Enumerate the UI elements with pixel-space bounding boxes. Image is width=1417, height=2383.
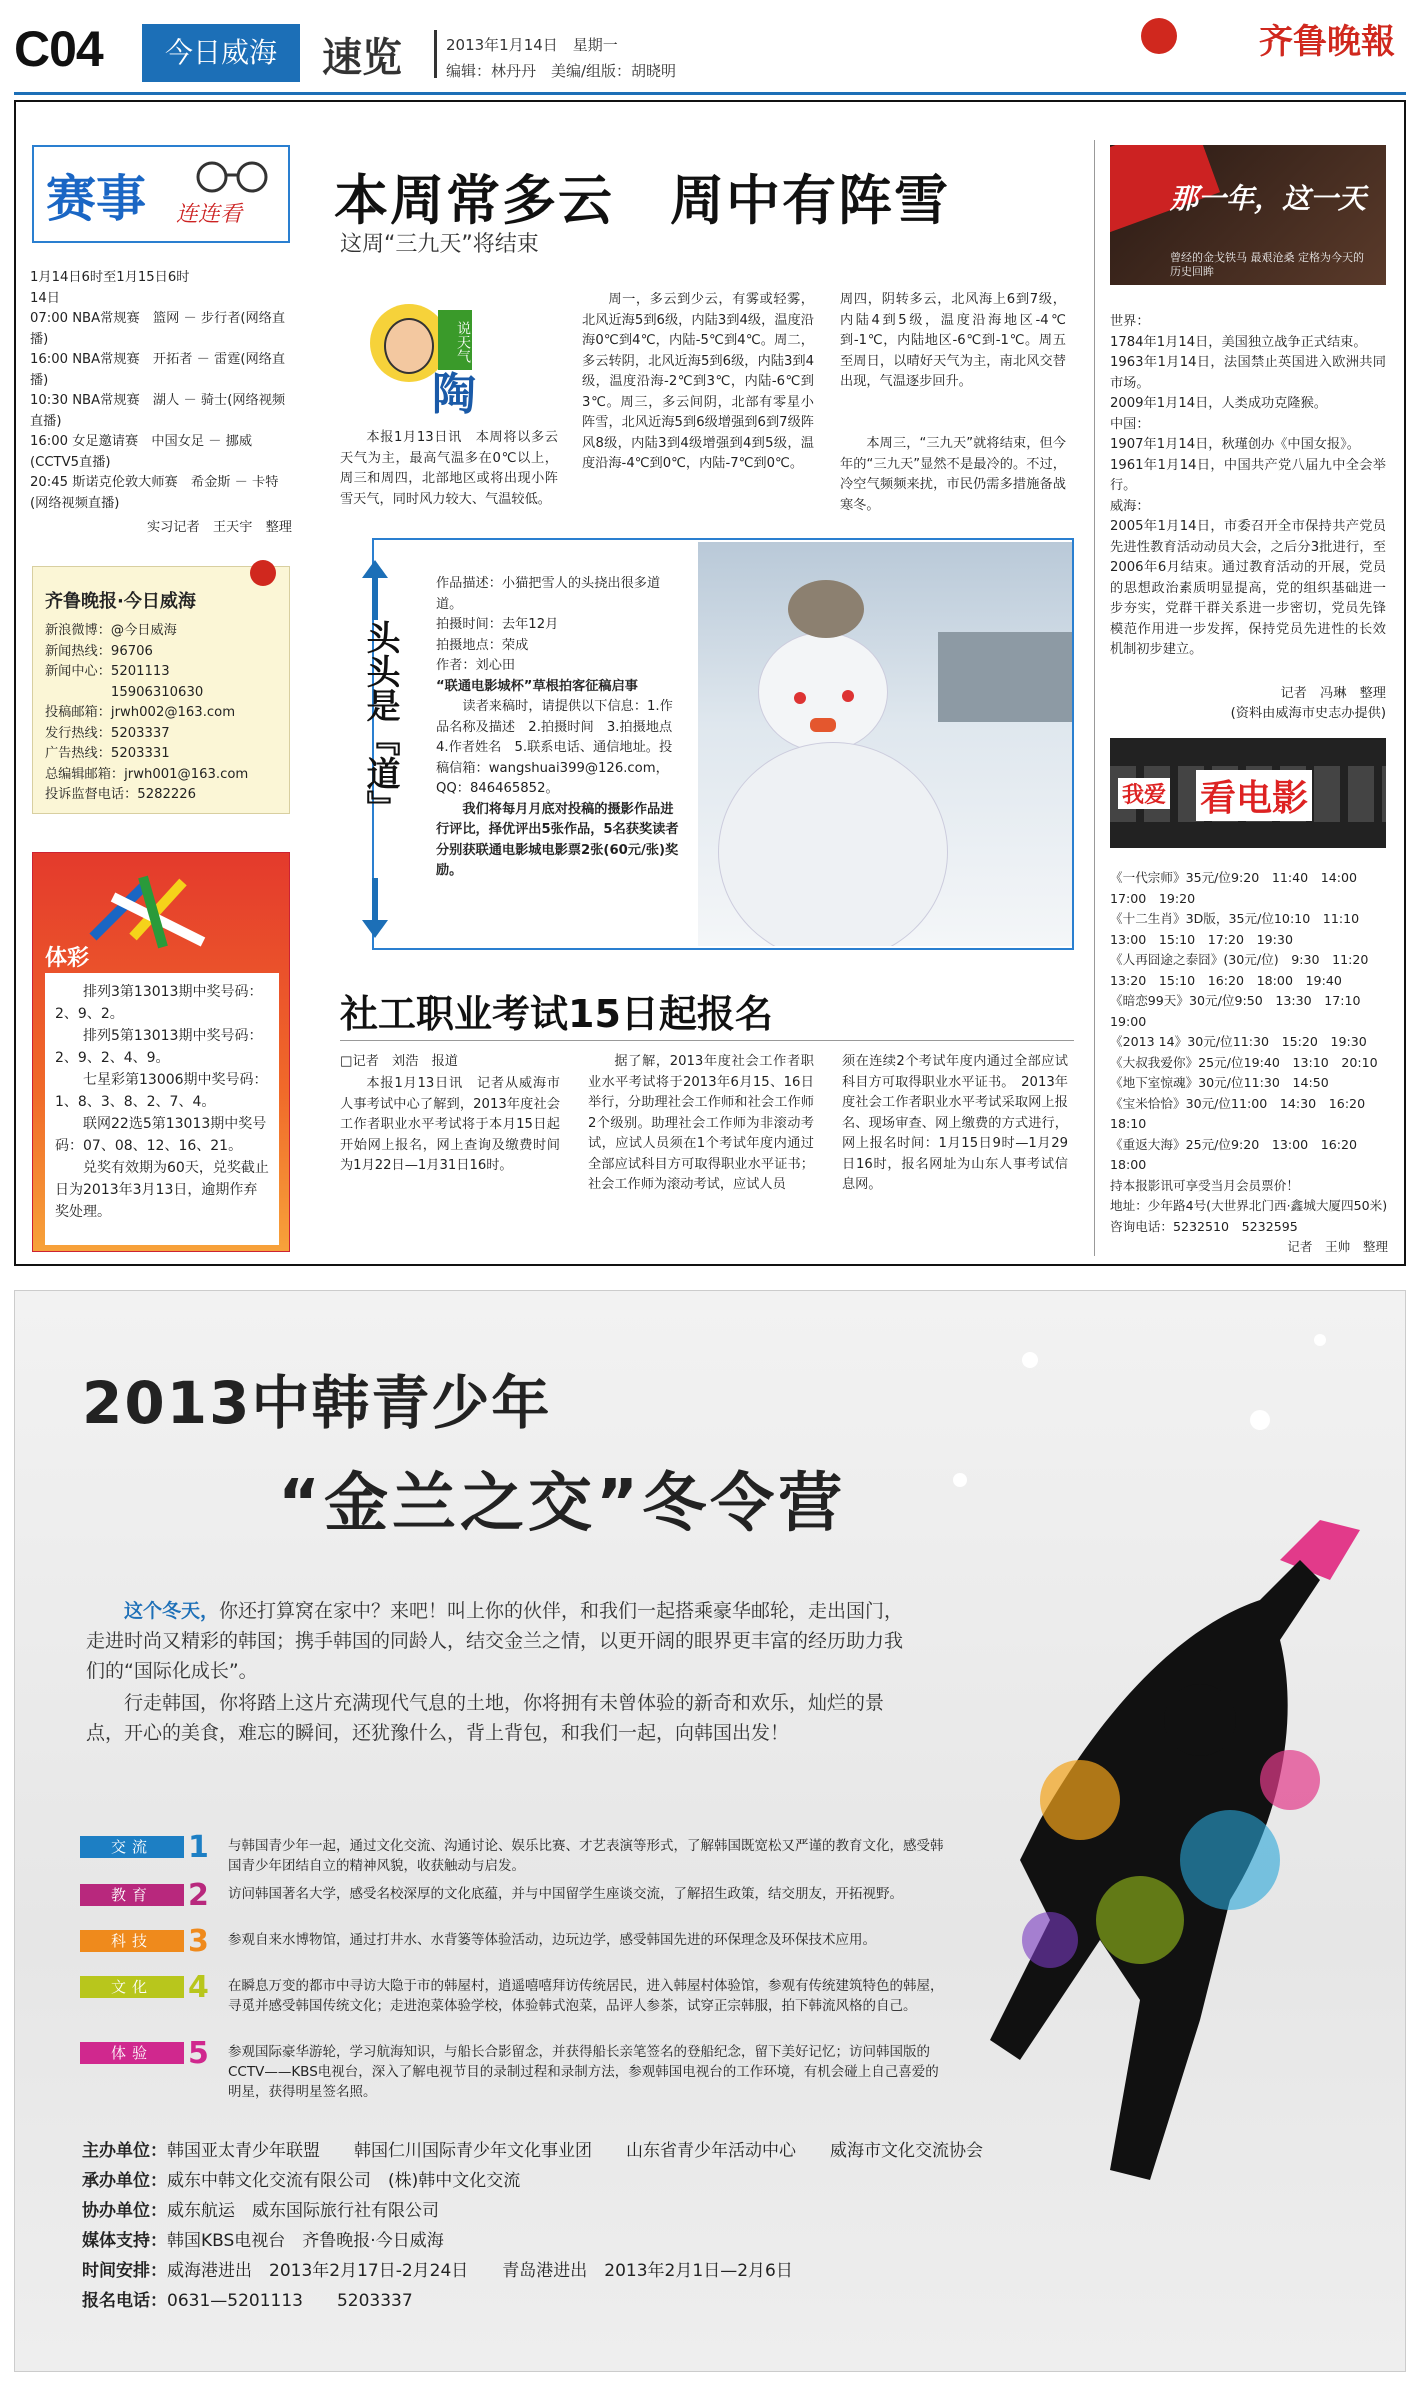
history-banner-title: 那一年，这一天	[1170, 182, 1367, 215]
contact-line: 15906310630	[45, 684, 204, 700]
snowman-photo	[698, 542, 1072, 946]
page-code: C04	[14, 21, 103, 77]
movie-item: 《宝米恰恰》30元/位11:00 14:30 16:20 18:10	[1110, 1095, 1378, 1131]
sponsor-label: 承办单位：	[82, 2171, 167, 2191]
camp-item-num: 2	[188, 1878, 209, 1913]
movie-item: 《十二生肖》3D版，35元/位10:10 11:10 13:00 15:10 17:20 19:30	[1110, 911, 1372, 947]
camp-item-text: 在瞬息万变的都市中寻访大隐于市的韩屋村，逍遥嘻嘻拜访传统居民，进入韩屋村体验馆，参观有传统建筑特色的韩屋，寻觅并感受韩国传统文化；走进泡菜体验学校，体验韩式泡菜，品评人参茶，试穿正宗韩服，拍下韩流风格的自己。	[228, 1978, 944, 2014]
lottery-logo-icon	[73, 867, 233, 957]
header-divider	[434, 30, 437, 78]
snowman-nose	[810, 718, 836, 732]
sponsor-value: 威海港进出 2013年2月17日-2月24日 青岛港进出 2013年2月1日—2月6日	[167, 2261, 793, 2281]
sports-credit: 实习记者 王天宇 整理	[146, 520, 292, 535]
sports-badge-title: 赛事	[46, 170, 146, 228]
movie-footer: 持本报影讯可享受当月会员票价！	[1110, 1177, 1299, 1193]
sponsor-label: 时间安排：	[82, 2261, 167, 2281]
arrow-up-icon	[360, 560, 390, 620]
movie-banner-b: 看电影	[1196, 770, 1312, 821]
arrow-down-icon	[360, 878, 390, 938]
camp-title-line2: “金兰之交”冬令营	[278, 1467, 847, 1541]
page-title: 速览	[322, 35, 402, 81]
sponsor-value: 威东航运 威东国际旅行社有限公司	[167, 2201, 439, 2221]
header-date: 2013年1月14日 星期一	[446, 36, 618, 54]
sports-line: 20:45 斯诺克伦敦大师赛 希金斯 － 卡特(网络视频直播)	[30, 475, 279, 511]
sports-line: 16:00 女足邀请赛 中国女足 － 挪威(CCTV5直播)	[30, 434, 253, 470]
sponsor-row	[82, 2286, 413, 2311]
movie-item: 《重返大海》25元/位9:20 13:00 16:20 18:00	[1110, 1136, 1370, 1172]
camp-intro-lead: 这个冬天，	[124, 1600, 220, 1622]
movie-footer: 地址：少年路4号(大世界北门西·鑫城大厦四50米)	[1110, 1198, 1388, 1213]
camp-item-text: 访问韩国著名大学，感受名校深厚的文化底蕴，并与中国留学生座谈交流，了解招生政策，结交朋友，开拓视野。	[228, 1886, 903, 1902]
camp-intro-1	[86, 1596, 916, 1686]
movie-item: 《人再囧途之泰囧》(30元/位) 9:30 11:20 13:20 15:10 16:20 18:00 19:40	[1110, 952, 1381, 988]
newspaper-logo: 齐鲁晚報	[1259, 22, 1395, 62]
photo-notice: 读者来稿时，请提供以下信息：1.作品名称及描述 2.拍摄时间 3.拍摄地点 4.作者姓名 5.联系电话、通信地址。投稿信箱：wangshuai399@126.com，QQ：846465852。	[436, 699, 686, 796]
history-credit: 记者 冯琳 整理	[1280, 686, 1386, 701]
movie-item: 《一代宗师》35元/位9:20 11:40 14:00 17:00 19:20	[1110, 870, 1370, 906]
weather-col4: 本周三，“三九天”就将结束，但今年的“三九天”显然不是最冷的。不过，冷空气频频来扰，市民仍需多措施备战寒冬。	[840, 436, 1066, 513]
contact-title: 齐鲁晚报·今日威海	[45, 591, 196, 612]
photo-desc-line: 拍摄地点：荣成	[436, 637, 529, 653]
camp-intro-2: 行走韩国，你将踏上这片充满现代气息的土地，你将拥有未曾体验的新奇和欢乐，灿烂的景点，开心的美食，难忘的瞬间，还犹豫什么，背上背包，和我们一起，向韩国出发！	[86, 1692, 885, 1744]
photo-building	[938, 632, 1072, 722]
contact-line: 新浪微博：@今日威海	[45, 623, 177, 638]
contact-line: 广告热线：5203331	[45, 746, 170, 761]
camp-item-num: 3	[188, 1924, 209, 1959]
camp-item-tag: 交流	[80, 1836, 184, 1858]
weather-col1: 本报1月13日讯 本周将以多云天气为主，最高气温多在0℃以上，周三和周四，北部地区或将出现小阵雪天气，同时风力较大、气温较低。	[340, 430, 558, 507]
weather-subhead: 这周“三九天”将结束	[340, 232, 539, 257]
photo-vertical-title: 头头是『道』	[360, 620, 400, 824]
movie-item: 《地下室惊魂》30元/位11:30 14:50	[1110, 1075, 1329, 1090]
lottery-line: 排列5第13013期中奖号码：2、9、2、4、9。	[55, 1028, 263, 1066]
movie-item: 《大叔我爱你》25元/位19:40 13:10 20:10	[1110, 1054, 1378, 1070]
sports-line: 16:00 NBA常规赛 开拓者 － 雷霆(网络直播)	[30, 352, 286, 388]
movie-credit: 记者 王帅 整理	[1287, 1239, 1388, 1254]
weather-badge	[362, 300, 502, 418]
contact-line: 投稿邮箱：jrwh002@163.com	[45, 705, 236, 720]
sports-line: 1月14日6时至1月15日6时	[30, 270, 190, 285]
sponsor-row	[82, 2196, 439, 2221]
lottery-title: 体彩	[45, 946, 90, 971]
social-col2: 据了解，2013年度社会工作者职业水平考试将于2013年6月15、16日举行，分助理社会工作师和社会工作师2个级别。助理社会工作师为非滚动考试，应试人员须在1个考试年度内通过全部应试科目方可取得职业水平证书；社会工作师为滚动考试，应试人员	[588, 1054, 814, 1192]
photo-desc-line: 作品描述：小猫把雪人的头挠出很多道道。	[436, 576, 661, 612]
sponsor-value: 韩国KBS电视台 齐鲁晚报·今日威海	[167, 2231, 444, 2251]
movie-item: 《2013 14》30元/位11:30 15:20 19:30	[1110, 1034, 1367, 1049]
weather-badge-label: 说天气	[438, 310, 472, 370]
camp-item-num: 1	[188, 1830, 209, 1865]
sponsor-label: 协办单位：	[82, 2201, 167, 2221]
section-badge: 今日威海	[142, 24, 300, 82]
photo-description	[436, 574, 686, 882]
pushpin-icon	[250, 560, 276, 586]
camp-item-tag: 科技	[80, 1930, 184, 1952]
contact-line: 新闻中心：5201113	[45, 664, 170, 679]
sports-line: 10:30 NBA常规赛 湖人 － 骑士(网络视频直播)	[30, 393, 286, 429]
sponsor-row	[82, 2136, 983, 2161]
movie-list	[1110, 868, 1388, 1258]
camp-item-tag: 教育	[80, 1884, 184, 1906]
lottery-line: 兑奖有效期为60天，兑奖截止日为2013年3月13日，逾期作弃奖处理。	[55, 1160, 269, 1220]
social-headline: 社工职业考试15日起报名	[340, 992, 773, 1036]
camp-item-num: 5	[188, 2036, 209, 2071]
contact-line: 发行热线：5203337	[45, 725, 170, 741]
camp-item-num: 4	[188, 1970, 209, 2005]
history-banner	[1110, 145, 1386, 285]
camp-item-tag: 文化	[80, 1976, 184, 1998]
movie-banner-a: 我爱	[1118, 778, 1170, 809]
weather-badge-char: 陶	[432, 369, 476, 420]
header-editors: 编辑：林丹丹 美编/组版：胡晓明	[446, 62, 677, 80]
weather-col2: 周一，多云到少云，有雾或轻雾，北风近海5到6级，内陆3到4级，温度沿海0℃到4℃，内陆-5℃到4℃。周二，多云转阴，北风近海5到6级，内陆3到4级，温度沿海-2℃到3℃，内陆-6℃到3℃。周三，多云间阴，北部有零星小阵雪，北风近海5到6级增强到6到7级阵风8级，内陆3到4级增强到4到5级，温度沿海-4℃到0℃，内陆-7℃到0℃。	[582, 292, 814, 471]
weather-headline: 本周常多云 周中有阵雪	[334, 169, 950, 232]
contact-line: 新闻热线：96706	[45, 643, 153, 659]
camp-intro-1-text: 你还打算窝在家中？来吧！叫上你的伙伴，和我们一起搭乘豪华邮轮，走出国门，走进时尚又精彩的韩国；携手韩国的同龄人，结交金兰之情，以更开阔的眼界更丰富的经历助力我们的“国际化成长”。	[86, 1600, 904, 1682]
weather-col3: 周四，阴转多云，北风海上6到7级，内陆4到5级，温度沿海地区-4℃到-1℃，内陆地区-6℃到-1℃。周五至周日，以晴好天气为主，南北风交替出现，气温逐步回升。	[840, 292, 1066, 389]
social-byline: □记者 刘浩 报道	[340, 1054, 458, 1069]
social-col1: 本报1月13日讯 记者从威海市人事考试中心了解到，2013年度社会工作者职业水平考试将于本月15日起开始网上报名，网上查询及缴费时间为1月22日—1月31日16时。	[340, 1076, 560, 1173]
photo-reward: 我们将每月月底对投稿的摄影作品进行评比，择优评出5张作品，5名获奖读者分别获联通电影城电影票2张(60元/张)奖励。	[436, 801, 679, 878]
lottery-line: 排列3第13013期中奖号码：2、9、2。	[55, 984, 263, 1022]
sports-badge-box	[32, 145, 290, 243]
social-rule	[340, 1040, 1074, 1041]
camp-item-tag: 体验	[80, 2042, 184, 2064]
sponsor-value: 韩国亚太青少年联盟 韩国仁川国际青少年文化事业团 山东省青少年活动中心 威海市文化交流协会	[167, 2141, 983, 2161]
glasses-icon	[194, 159, 274, 193]
history-banner-sub: 曾经的金戈铁马 最艰沧桑 定格为今天的历史回眸	[1170, 251, 1364, 278]
photo-contest-title: “联通电影城杯”草根拍客征稿启事	[436, 678, 638, 694]
camp-item-text: 参观自来水博物馆，通过打井水、水背篓等体验活动，边玩边学，感受韩国先进的环保理念及环保技术应用。	[228, 1932, 876, 1948]
sports-line: 14日	[30, 290, 60, 306]
sponsor-value: 威东中韩文化交流有限公司 (株)韩中文化交流	[167, 2171, 521, 2191]
header-rule	[14, 92, 1406, 95]
lottery-box	[32, 852, 290, 1252]
sponsor-value: 0631—5201113 5203337	[167, 2291, 413, 2311]
camp-item-text: 与韩国青少年一起，通过文化交流、沟通讨论、娱乐比赛、才艺表演等形式，了解韩国既宽松又严谨的教育文化，感受韩国青少年团结自立的精神风貌，收获触动与启发。	[228, 1838, 944, 1874]
sponsor-label: 媒体支持：	[82, 2231, 167, 2251]
lottery-results	[45, 973, 279, 1245]
contact-line: 总编辑邮箱：jrwh001@163.com	[45, 766, 249, 782]
movie-item: 《暗恋99天》30元/位9:50 13:30 17:10 19:00	[1110, 993, 1374, 1029]
camp-title-line1: 2013中韩青少年	[82, 1369, 552, 1437]
camp-item-text: 参观国际豪华游轮，学习航海知识，与船长合影留念，并获得船长亲笔签名的登船纪念，留下美好记忆；访问韩国版的CCTV——KBS电视台，深入了解电视节目的录制过程和录制方法，参观韩国电视台的工作环境，有机会碰上自己喜爱的明星，获得明星签名照。	[228, 2044, 939, 2100]
sponsor-label: 报名电话：	[82, 2291, 167, 2311]
contact-card	[32, 566, 290, 814]
history-source: (资料由威海市史志办提供)	[1230, 706, 1386, 721]
sponsor-row	[82, 2166, 520, 2191]
right-column-divider	[1094, 140, 1095, 1256]
sponsor-label: 主办单位：	[82, 2141, 167, 2161]
movie-banner	[1110, 738, 1386, 848]
social-col3: 须在连续2个考试年度内通过全部应试科目方可取得职业水平证书。 2013年度社会工作者职业水平考试采取网上报名、现场审查、网上缴费的方式进行，网上报名时间：1月15日9时—1月29日16时，报名网址为山东人事考试信息网。	[842, 1054, 1068, 1192]
snowman-head	[758, 632, 888, 752]
sponsor-row	[82, 2256, 793, 2281]
snowman-eye	[842, 690, 854, 702]
photo-desc-line: 拍摄时间：去年12月	[436, 617, 559, 632]
movie-footer: 咨询电话：5232510 5232595	[1110, 1218, 1298, 1234]
lottery-line: 联网22选5第13013期中奖号码：07、08、12、16、21。	[55, 1116, 267, 1154]
sponsor-row	[82, 2226, 444, 2251]
logo-mark-icon	[1141, 18, 1177, 54]
sports-schedule	[30, 268, 292, 539]
lottery-line: 七星彩第13006期中奖号码：1、8、3、8、2、7、4。	[55, 1072, 268, 1110]
photo-desc-line: 作者：刘心田	[436, 658, 516, 673]
contact-line: 投诉监督电话：5282226	[45, 787, 197, 802]
presenter-avatar	[384, 318, 434, 374]
snowman-body	[718, 742, 948, 946]
cat-shape	[788, 580, 864, 638]
sports-line: 07:00 NBA常规赛 篮网 － 步行者(网络直播)	[30, 311, 286, 347]
sports-badge-sub: 连连看	[176, 202, 243, 227]
history-text: 世界： 1784年1月14日，美国独立战争正式结束。 1963年1月14日，法国禁止英国进入欧洲共同市场。 2009年1月14日，人类成功克隆猴。 中国： 1907年1月14日，秋瑾创办《中国女报》。 1961年1月14日，中国共产党八届九中全会举行。 威海： 2005年1月14日，市委召开全市保持共产党员先进性教育活动动员大会，之后分3批进行，至2006年6月结束。通过教育活动的开展，党员的思想政治素质明显提高，党的组织基础进一步夯实，党群干群关系进一步密切，党员先锋模范作用进一步发挥，保持党员先进性的长效机制初步建立。	[1110, 314, 1386, 657]
snowman-eye	[794, 692, 806, 704]
